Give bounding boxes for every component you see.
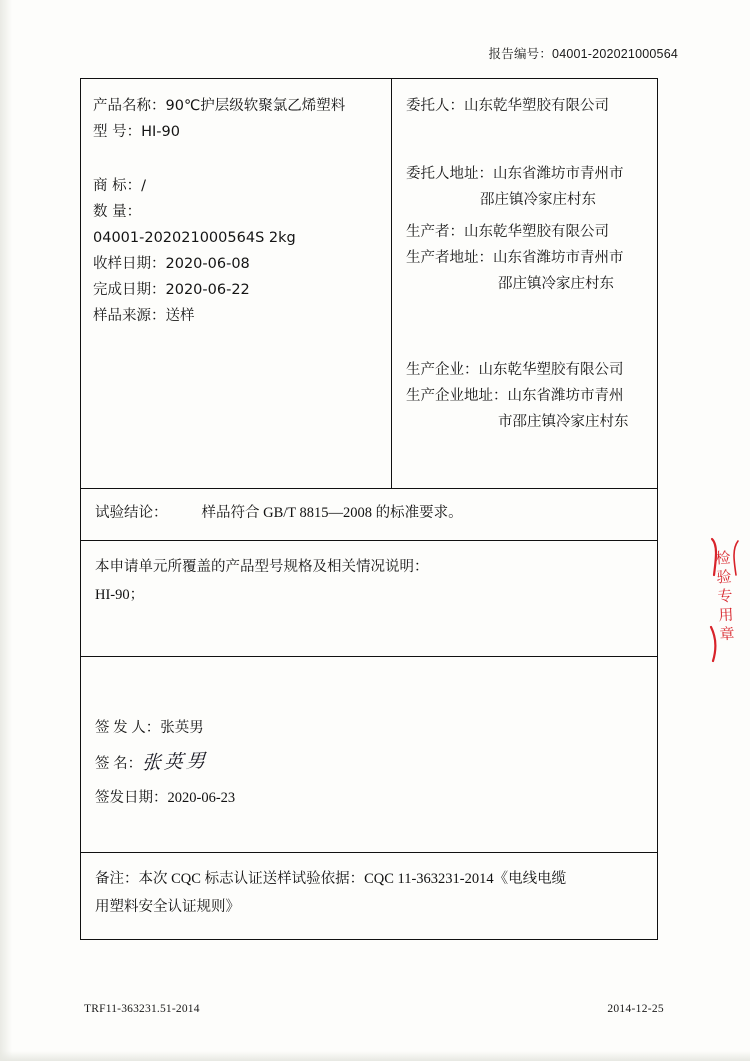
note-text-1: 本次 CQC 标志认证送样试验依据：CQC 11-363231-2014《电线电缆 — [138, 871, 567, 887]
table-row-description — [81, 541, 657, 657]
producer-label: 生产者： — [406, 224, 464, 240]
sample-source-line — [93, 303, 381, 329]
footer-form-code: TRF11-363231.51-2014 — [84, 1003, 200, 1015]
model-line — [93, 119, 381, 145]
description-title: 本申请单元所覆盖的产品型号规格及相关情况说明： — [95, 559, 429, 575]
description-models: HI-90； — [95, 587, 145, 603]
client-address-line-2 — [406, 187, 647, 213]
finish-date-value: 2020-06-22 — [165, 282, 250, 298]
quantity-label-line — [93, 199, 381, 225]
manufacturer-address-value-2: 市邵庄镇冷家庄村东 — [498, 414, 629, 430]
sample-source-label: 样品来源： — [93, 308, 166, 324]
description-cell — [81, 541, 657, 656]
manufacturer-line — [406, 357, 647, 383]
scan-edge-shadow-bottom — [0, 1051, 750, 1061]
producer-address-label: 生产者地址： — [406, 250, 493, 266]
client-address-line — [406, 161, 647, 187]
note-line-1 — [95, 865, 645, 893]
conclusion-text: 样品符合 GB/T 8815—2008 的标准要求。 — [201, 505, 463, 521]
table-row-basic-info — [81, 79, 657, 489]
model-label: 型 号： — [93, 124, 142, 140]
producer-address-value-2: 邵庄镇冷家庄村东 — [498, 276, 614, 292]
conclusion-cell — [81, 489, 657, 540]
conclusion-label: 试验结论： — [95, 505, 168, 521]
manufacturer-address-line-2 — [406, 409, 647, 435]
producer-value: 山东乾华塑胶有限公司 — [464, 224, 609, 240]
note-cell — [81, 853, 657, 939]
sign-date-label: 签发日期： — [95, 790, 168, 806]
producer-address-line — [406, 245, 647, 271]
signature-name-line — [95, 745, 645, 781]
client-value: 山东乾华塑胶有限公司 — [464, 98, 609, 114]
inspection-seal-stamp — [708, 535, 742, 665]
note-label: 备注： — [95, 871, 139, 887]
client-label: 委托人： — [406, 98, 464, 114]
report-number: 报告编号：04001-202021000564 — [488, 47, 678, 61]
producer-address-line-2 — [406, 271, 647, 297]
manufacturer-address-value-1: 山东省潍坊市青州 — [507, 388, 624, 404]
issuer-line — [95, 711, 645, 745]
sign-date-line — [95, 781, 645, 815]
product-name-label: 产品名称： — [93, 98, 166, 114]
producer-line — [406, 219, 647, 245]
issuer-value: 张英男 — [160, 720, 204, 736]
manufacturer-label: 生产企业： — [406, 362, 479, 378]
basic-info-right-cell — [392, 79, 657, 488]
product-name-value: 90℃护层级软聚氯乙烯塑料 — [165, 98, 346, 114]
model-value: HI-90 — [141, 124, 180, 140]
brand-label: 商 标： — [93, 178, 142, 194]
sample-source-value: 送样 — [165, 308, 195, 324]
sign-date-value: 2020-06-23 — [167, 790, 236, 806]
footer-date: 2014-12-25 — [607, 1003, 664, 1015]
client-address-label: 委托人地址： — [406, 166, 493, 182]
finish-date-line — [93, 277, 381, 303]
table-row-signature — [81, 657, 657, 853]
basic-info-left-cell — [81, 79, 392, 488]
receive-date-value: 2020-06-08 — [165, 256, 250, 272]
table-row-conclusion — [81, 489, 657, 541]
handwritten-signature: 张英男 — [141, 749, 210, 775]
manufacturer-address-line — [406, 383, 647, 409]
receive-date-label: 收样日期： — [93, 256, 166, 272]
brand-line — [93, 173, 381, 199]
conclusion-line — [95, 501, 645, 525]
signature-cell — [81, 657, 657, 852]
producer-address-value-1: 山东省潍坊市青州市 — [493, 250, 624, 266]
finish-date-label: 完成日期： — [93, 282, 166, 298]
client-address-value-1: 山东省潍坊市青州市 — [493, 166, 624, 182]
brand-value: / — [141, 178, 146, 194]
issuer-label: 签 发 人： — [95, 720, 161, 736]
receive-date-line — [93, 251, 381, 277]
table-row-note — [81, 853, 657, 939]
report-info-table — [80, 78, 658, 940]
quantity-label: 数 量： — [93, 204, 142, 220]
product-name-line — [93, 93, 381, 119]
manufacturer-address-label: 生产企业地址： — [406, 388, 508, 404]
signature-name-label: 签 名： — [95, 756, 143, 772]
note-line-2: 用塑料安全认证规则》 — [95, 899, 240, 915]
scan-edge-shadow-left — [0, 0, 12, 1061]
quantity-value-line — [93, 225, 381, 251]
client-address-value-2: 邵庄镇冷家庄村东 — [480, 192, 596, 208]
stamp-label: 检验专用章 — [715, 548, 735, 644]
manufacturer-value: 山东乾华塑胶有限公司 — [478, 362, 624, 378]
client-line — [406, 93, 647, 119]
quantity-value: 04001-202021000564S 2kg — [93, 230, 296, 246]
